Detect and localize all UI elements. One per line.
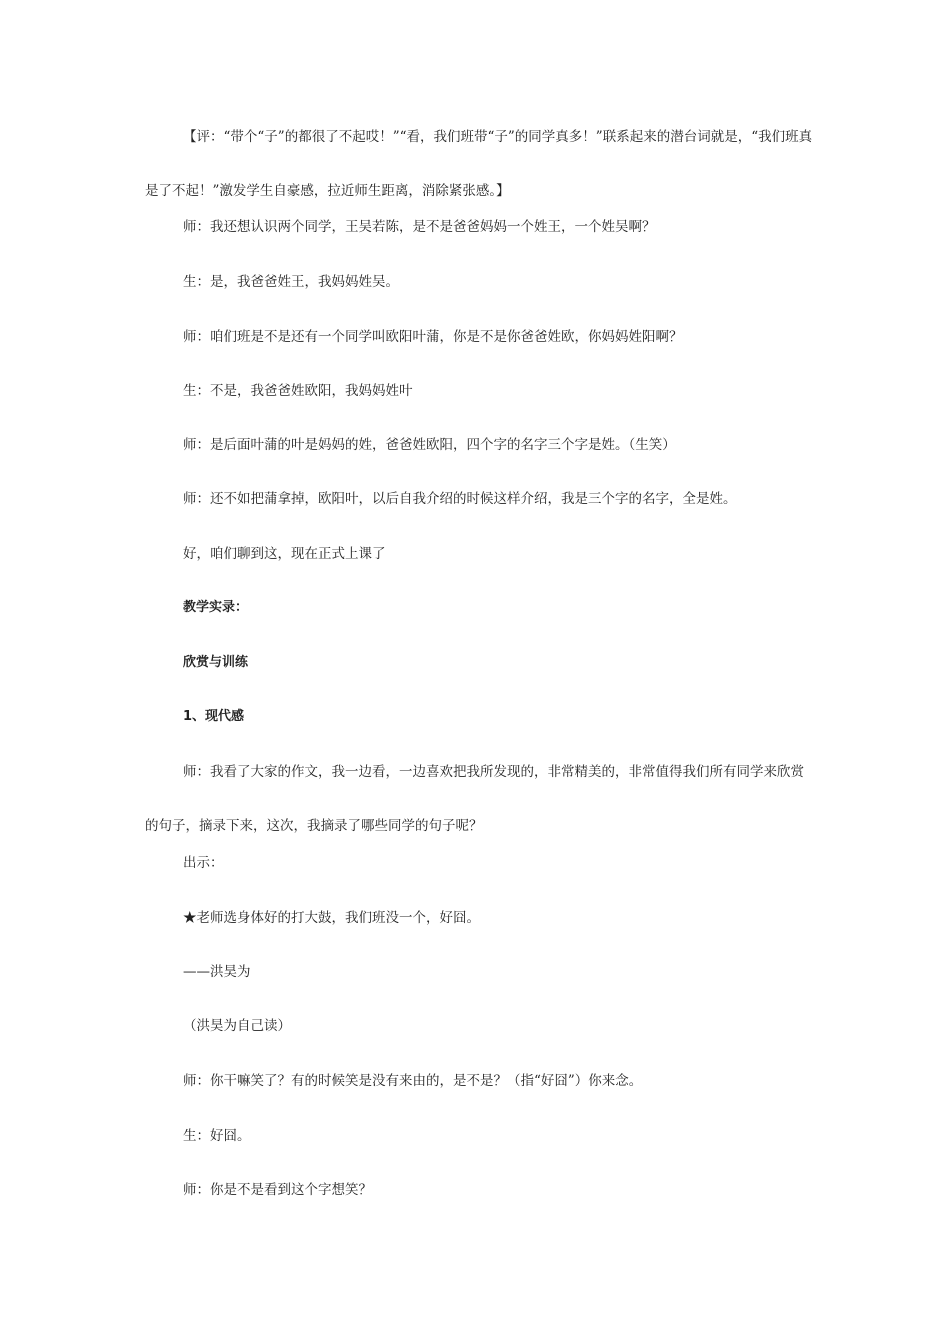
stage-note: （洪昊为自己读）	[183, 1018, 291, 1034]
dialogue-line: 师：你干嘛笑了？有的时候笑是没有来由的，是不是？（指“好囧”）你来念。	[183, 1073, 643, 1089]
dialogue-line: 师：还不如把蒲拿掉，欧阳叶，以后自我介绍的时候这样介绍，我是三个字的名字，全是姓。	[183, 491, 737, 507]
dialogue-line: 师：我还想认识两个同学，王吴若陈，是不是爸爸妈妈一个姓王，一个姓吴啊？	[183, 219, 656, 235]
dialogue-line: 生：好囧。	[183, 1128, 251, 1144]
item-heading: 1、现代感	[183, 709, 245, 724]
quoted-sentence: ★老师选身体好的打大鼓，我们班没一个，好囧。	[183, 910, 480, 926]
dialogue-line: 师：我看了大家的作文，我一边看，一边喜欢把我所发现的，非常精美的，非常值得我们所有同学来欣赏的句子，摘录下来，这次，我摘录了哪些同学的句子呢？	[145, 764, 804, 834]
dialogue-line: 师：你是不是看到这个字想笑？	[183, 1182, 372, 1198]
dialogue-line: 出示：	[183, 855, 224, 871]
dialogue-line: 生：是，我爸爸姓王，我妈妈姓吴。	[183, 274, 399, 290]
dialogue-line: 好，咱们聊到这，现在正式上课了	[183, 546, 386, 562]
dialogue-line: 师：是后面叶蒲的叶是妈妈的姓，爸爸姓欧阳，四个字的名字三个字是姓。（生笑）	[183, 437, 676, 453]
section-heading: 教学实录：	[183, 600, 249, 615]
dialogue-line: 生：不是，我爸爸姓欧阳，我妈妈姓叶	[183, 383, 413, 399]
subsection-heading: 欣赏与训练	[183, 655, 249, 670]
dialogue-line: 师：咱们班是不是还有一个同学叫欧阳叶蒲，你是不是你爸爸姓欧，你妈妈姓阳啊？	[183, 329, 683, 345]
comment-paragraph: 【评：“带个“子”的都很了不起哎！”“看，我们班带“子”的同学真多！”联系起来的潜台词就是，“我们班真是了不起！”激发学生自豪感，拉近师生距离，消除紧张感。】	[145, 129, 813, 199]
quote-author: ——洪昊为	[183, 964, 251, 980]
